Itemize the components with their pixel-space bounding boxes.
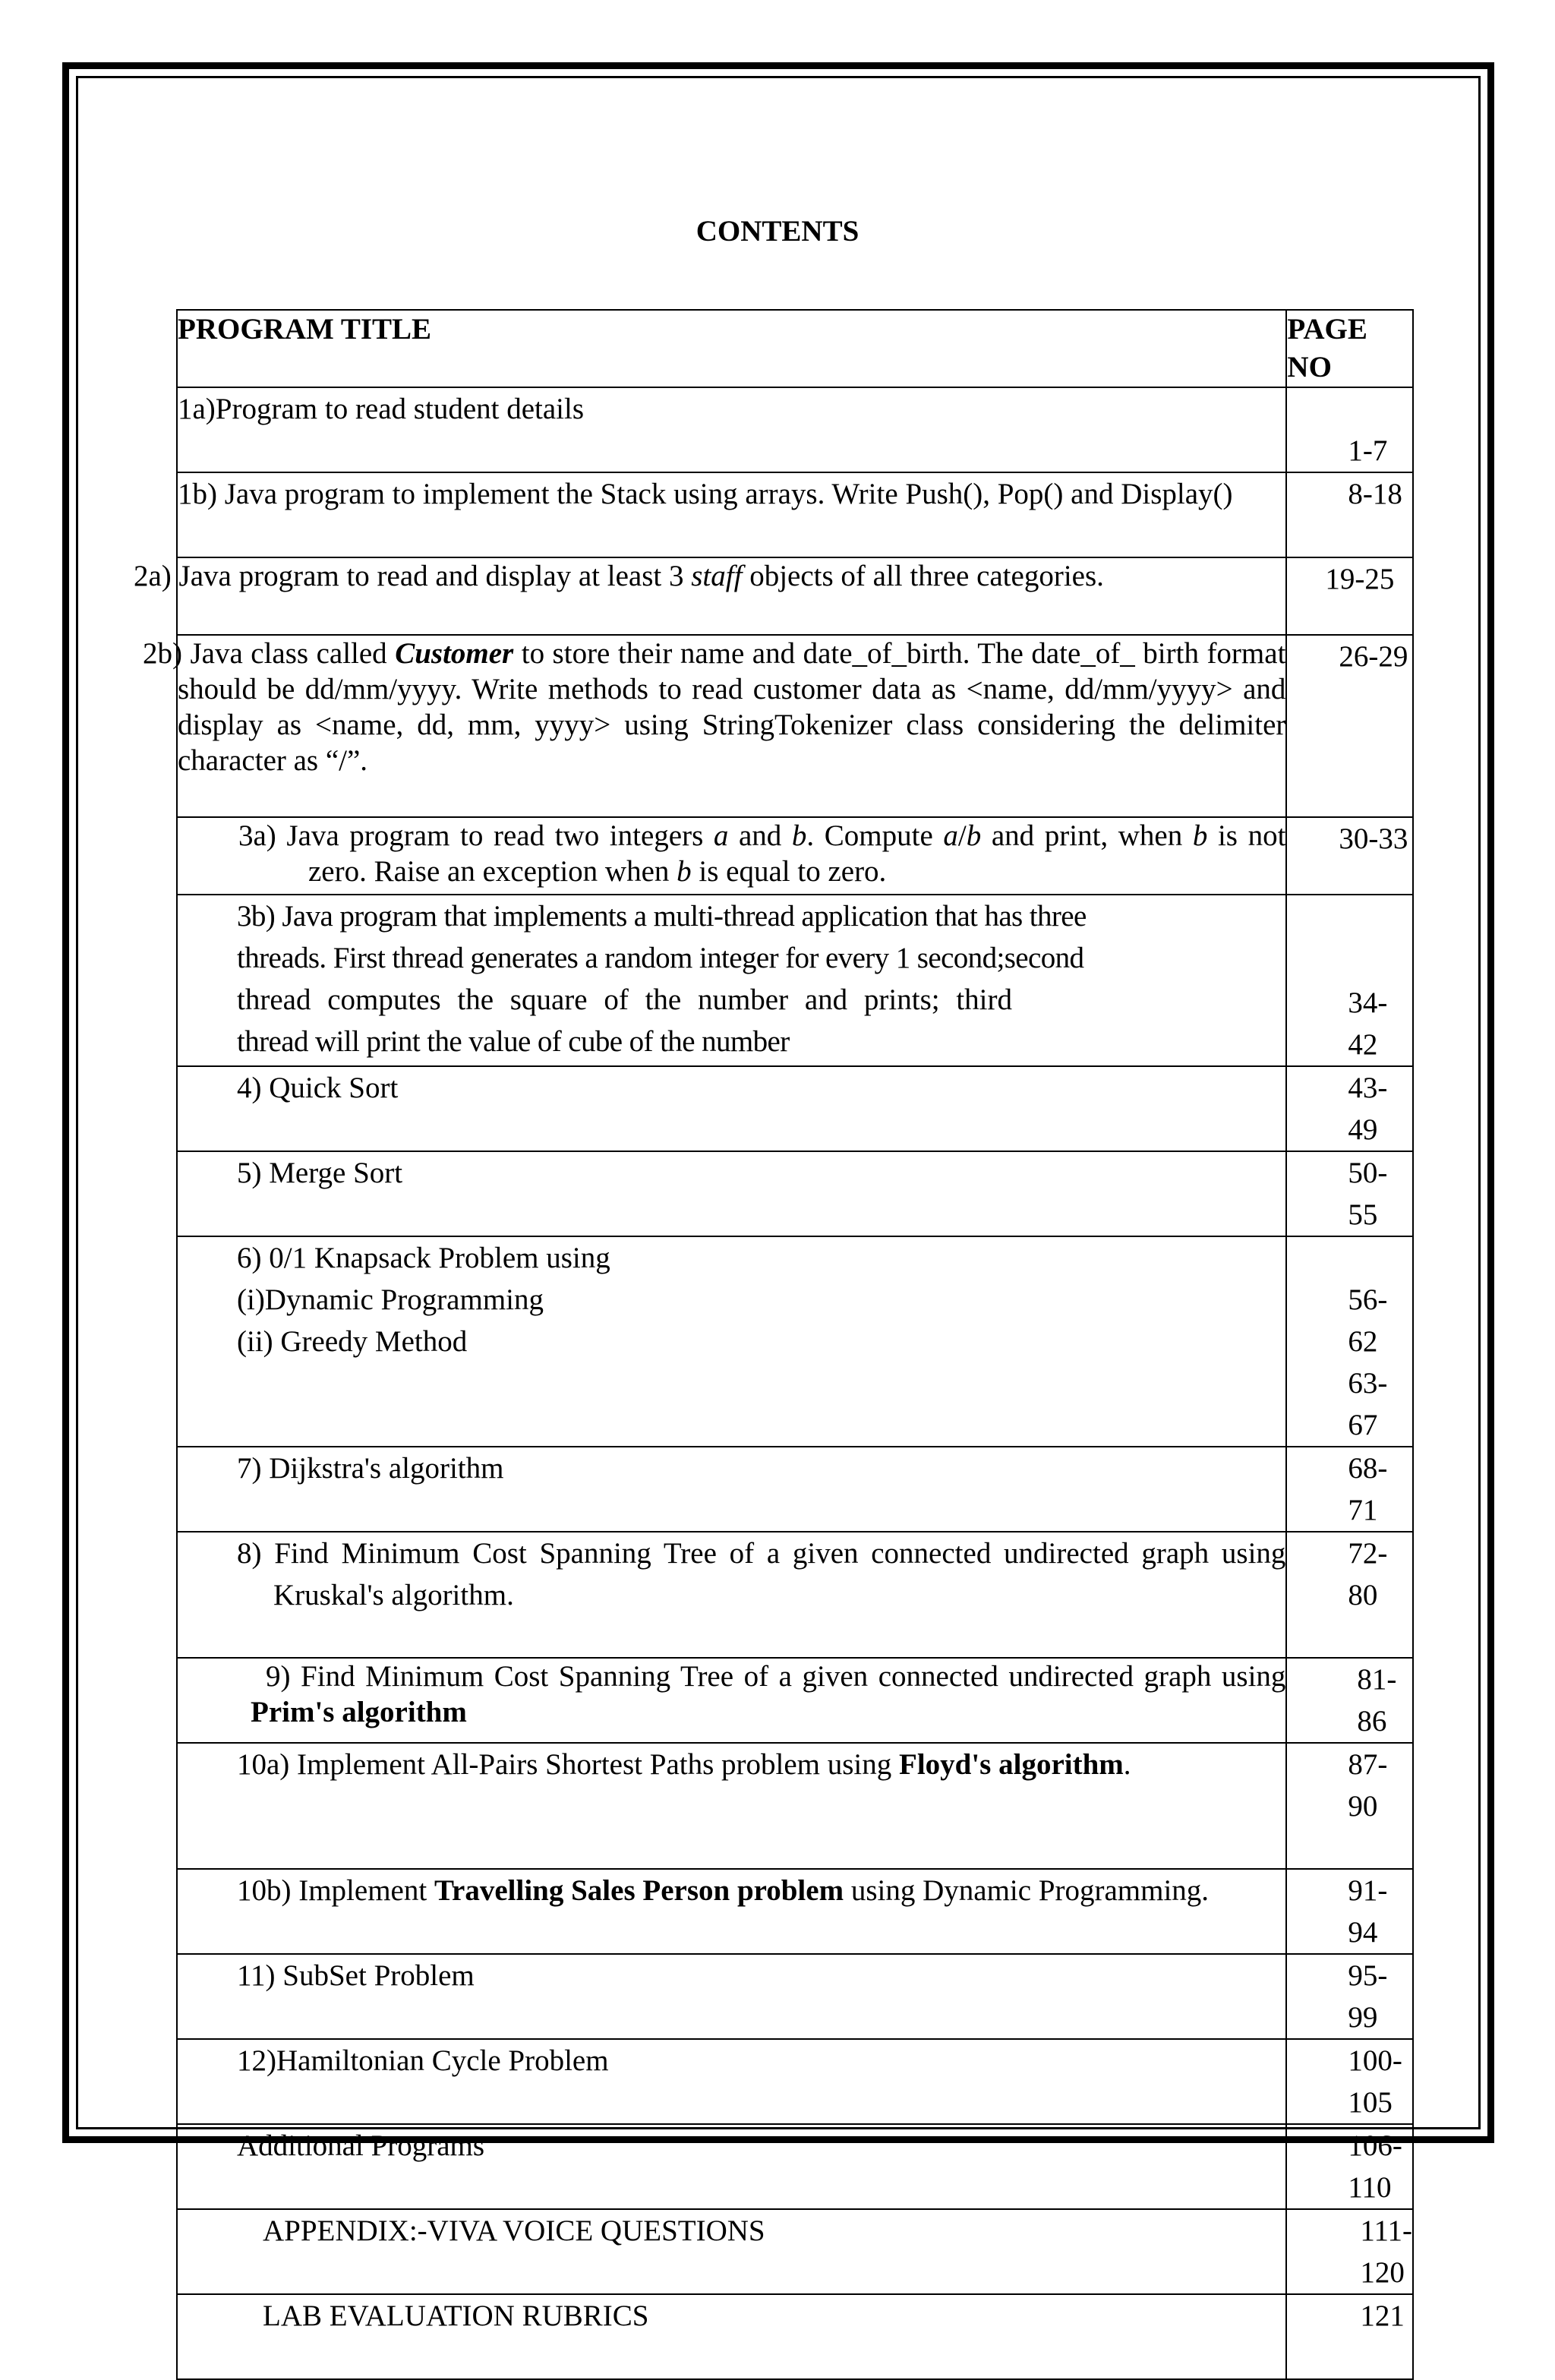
row-title: 1a)Program to read student details [177,387,1286,472]
row-title [177,1869,1286,1954]
row-title-text: and [728,819,792,852]
row-title [177,895,1286,1066]
row-title-bold: Floyd's algorithm [899,1748,1124,1781]
table-row [177,1954,1413,2039]
contents-heading: CONTENTS [695,215,860,248]
row-title-line: 6) 0/1 Knapsack Problem using [237,1242,610,1274]
row-title: Additional Programs [177,2124,1286,2209]
row-page: 30-33 [1286,817,1413,895]
row-pages [1286,1236,1413,1447]
row-title [177,1236,1286,1447]
table-row [177,2124,1413,2209]
row-title-line: (i)Dynamic Programming [237,1283,544,1316]
row-title-text: and print, when [981,819,1193,852]
row-title: 5) Merge Sort [177,1151,1286,1236]
row-title [177,1658,1286,1743]
table-row [177,1532,1413,1658]
row-title-bold: Prim's algorithm [251,1696,467,1728]
row-page: 87-90 [1286,1743,1413,1869]
table-row [177,817,1413,895]
row-title-text: 9) Find Minimum Cost Spanning Tree of a given connected undirected graph using [266,1660,1286,1693]
table-row [177,1151,1413,1236]
row-page: 72-80 [1286,1532,1413,1658]
row-title-text: using Dynamic Programming. [844,1874,1210,1907]
row-page: 56-62 [1348,1283,1388,1358]
row-title [134,557,1286,635]
table-row [177,1236,1413,1447]
row-title-italic: b [966,819,982,852]
row-title [177,817,1286,895]
row-title: 1b) Java program to implement the Stack using arrays. Write Push(), Pop() and Display() [177,472,1286,557]
row-page: 68-71 [1286,1447,1413,1532]
row-title-text: 2a) Java program to read and display at least 3 [134,560,692,592]
row-title-line: threads. First thread generates a random integer for every 1 second;second [237,942,1084,974]
row-title [143,635,1286,817]
row-title-bold-italic: Customer [395,637,514,670]
row-title-italic: a [943,819,958,852]
row-title-italic: b [677,855,692,888]
row-page: 91-94 [1286,1869,1413,1954]
table-row [177,1447,1413,1532]
row-title-bold: Travelling Sales Person problem [434,1874,844,1907]
row-title: 7) Dijkstra's algorithm [177,1447,1286,1532]
row-title: 11) SubSet Problem [177,1954,1286,2039]
page-no-header: PAGE NO [1286,310,1413,387]
table-row [177,635,1413,817]
row-title-text: . [1123,1748,1131,1781]
row-title: APPENDIX:-VIVA VOICE QUESTIONS [177,2209,1286,2294]
table-row [177,472,1413,557]
row-page: 106-110 [1286,2124,1413,2209]
row-page: 100-105 [1286,2039,1413,2124]
row-title-text: 10a) Implement All-Pairs Shortest Paths problem using [237,1748,899,1781]
row-page: 26-29 [1286,635,1413,817]
row-page: 111-120 [1286,2209,1413,2294]
row-title [177,1743,1286,1869]
table-row [177,557,1413,635]
row-title-text: 3a) Java program to read two integers [238,819,714,852]
row-title: 12)Hamiltonian Cycle Problem [177,2039,1286,2124]
table-row [177,2209,1413,2294]
table-row [177,1869,1413,1954]
row-page: 50-55 [1286,1151,1413,1236]
row-title-italic: a [713,819,729,852]
row-title-text: / [957,819,967,852]
row-title: LAB EVALUATION RUBRICS [177,2294,1286,2379]
row-title-text: to store their name and date_of_birth. The date_of_ birth format should be dd/mm/yyyy. Write methods to read customer data as <name, dd/mm/yyyy> and display as <name, dd, mm, yyyy> using StringTokenizer class considering the delimiter character as “/”. [178,637,1286,777]
row-title-italic: b [791,819,807,852]
table-row [177,2294,1413,2379]
row-title-line: thread computes the square of the number and prints; third [237,983,1012,1016]
program-title-header: PROGRAM TITLE [177,310,1286,387]
row-page: 19-25 [1286,557,1413,635]
row-title-italic: staff [691,560,743,592]
row-title-line: 3b) Java program that implements a multi-thread application that has three [237,900,1087,933]
row-page: 95-99 [1286,1954,1413,2039]
row-page: 81-86 [1286,1658,1413,1743]
table-row [177,895,1413,1066]
row-page: 63-67 [1348,1367,1388,1441]
row-page: 43-49 [1286,1066,1413,1151]
contents-table [134,309,1414,2380]
table-row [177,387,1413,472]
row-page: 1-7 [1286,387,1413,472]
row-page: 8-18 [1286,472,1413,557]
row-title: 8) Find Minimum Cost Spanning Tree of a given connected undirected graph using Kruskal's algorithm. [177,1532,1286,1658]
row-title-text: 10b) Implement [237,1874,434,1907]
row-title-text: objects of all three categories. [742,560,1104,592]
row-title-text: is equal to zero. [691,855,887,888]
row-page: 34-42 [1286,895,1413,1066]
row-page: 121 [1286,2294,1413,2379]
table-header-row [177,310,1413,387]
table-row [177,1743,1413,1869]
row-title-line: (ii) Greedy Method [237,1325,468,1358]
table-row [177,2039,1413,2124]
table-row [177,1066,1413,1151]
table-row [177,1658,1413,1743]
row-title-text: is not zero. Raise an exception when [308,819,1286,888]
row-title-text: . Compute [806,819,944,852]
row-title-italic: b [1192,819,1208,852]
row-title-line: thread will print the value of cube of the number [237,1025,790,1058]
row-title-text: 2b) Java class called [143,637,396,670]
row-title: 4) Quick Sort [177,1066,1286,1151]
